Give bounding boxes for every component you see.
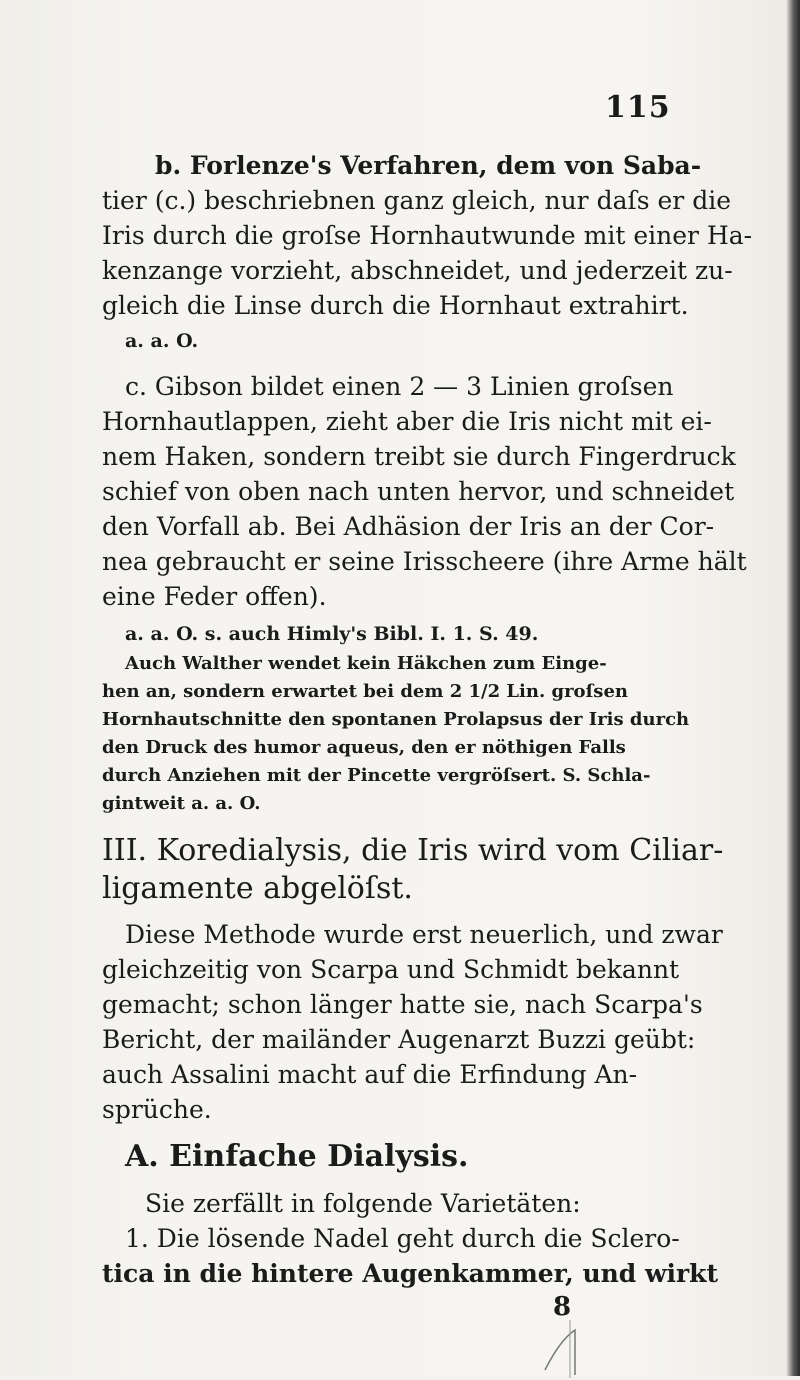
- text-line: kenzange vorzieht, abschneidet, und jederzeit zu-: [102, 256, 733, 285]
- text-line: 1. Die lösende Nadel geht durch die Sclero-: [125, 1224, 680, 1253]
- text-line: Auch Walther wendet kein Häkchen zum Einge-: [125, 653, 607, 674]
- page-edge-shadow: [786, 0, 800, 1376]
- text-line: a. a. O.: [125, 330, 199, 352]
- text-line: Bericht, der mailänder Augenarzt Buzzi geübt:: [102, 1025, 696, 1054]
- ink-scratch: [540, 1300, 600, 1380]
- text-line: den Druck des humor aqueus, den er nöthigen Falls: [102, 737, 626, 758]
- text-line: tier (c.) beschriebnen ganz gleich, nur daſs er die: [102, 186, 731, 215]
- text-line: nea gebraucht er seine Irisscheere (ihre Arme hält: [102, 547, 747, 576]
- text-line: Iris durch die groſse Hornhautwunde mit einer Ha-: [102, 221, 753, 250]
- text-line: sprüche.: [102, 1095, 212, 1124]
- page-number: 115: [605, 90, 671, 125]
- text-line: Diese Methode wurde erst neuerlich, und zwar: [125, 920, 723, 949]
- text-line: auch Assalini macht auf die Erfindung An-: [102, 1060, 638, 1089]
- text-line: den Vorfall ab. Bei Adhäsion der Iris an der Cor-: [102, 512, 715, 541]
- text-line: a. a. O. s. auch Himly's Bibl. I. 1. S. 49.: [125, 623, 539, 645]
- text-line: Hornhautschnitte den spontanen Prolapsus der Iris durch: [102, 709, 690, 730]
- text-line: gleichzeitig von Scarpa und Schmidt bekannt: [102, 955, 680, 984]
- text-line: gintweit a. a. O.: [102, 793, 261, 814]
- text-line: gleich die Linse durch die Hornhaut extrahirt.: [102, 291, 689, 320]
- text-line: tica in die hintere Augenkammer, und wirkt: [102, 1259, 719, 1288]
- section-heading: III. Koredialysis, die Iris wird vom Ciliar-: [102, 833, 724, 868]
- subsection-heading: A. Einfache Dialysis.: [125, 1139, 469, 1174]
- text-line: durch Anziehen mit der Pincette vergröſsert. S. Schla-: [102, 765, 651, 786]
- text-line: hen an, sondern erwartet bei dem 2 1/2 Lin. groſsen: [102, 681, 628, 702]
- text-line: Sie zerfällt in folgende Varietäten:: [145, 1189, 581, 1218]
- text-line: Hornhautlappen, zieht aber die Iris nicht mit ei-: [102, 407, 712, 436]
- text-line: gemacht; schon länger hatte sie, nach Scarpa's: [102, 990, 703, 1019]
- text-line: schief von oben nach unten hervor, und schneidet: [102, 477, 735, 506]
- section-heading: ligamente abgelöſst.: [102, 871, 413, 906]
- text-line: eine Feder offen).: [102, 582, 327, 611]
- text-line: c. Gibson bildet einen 2 — 3 Linien groſsen: [125, 372, 674, 401]
- text-line: nem Haken, sondern treibt sie durch Fingerdruck: [102, 442, 736, 471]
- signature-mark: 8: [553, 1292, 572, 1322]
- text-line: b. Forlenze's Verfahren, dem von Saba-: [155, 151, 702, 180]
